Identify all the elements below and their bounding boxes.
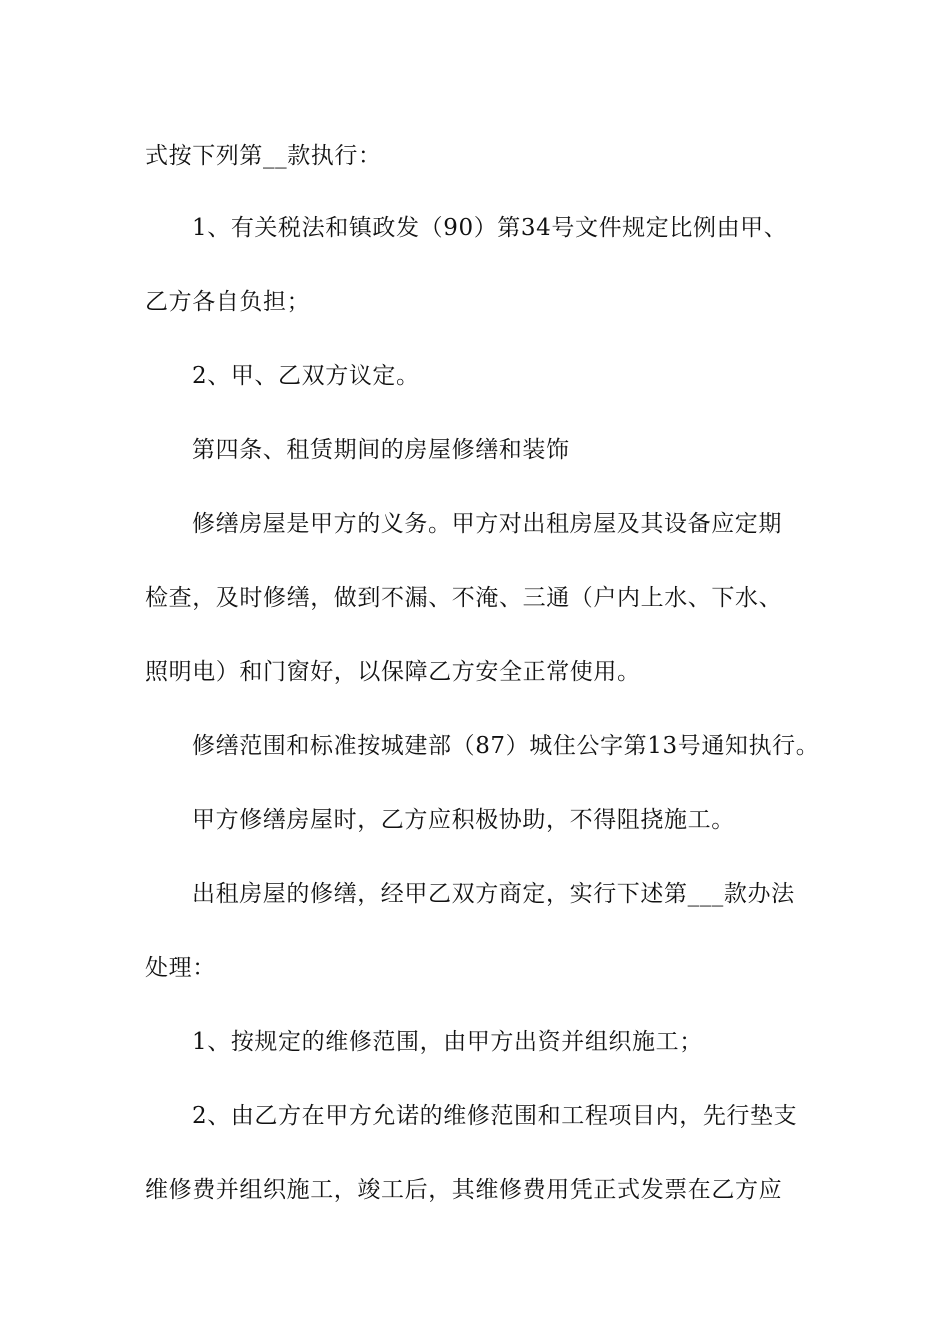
text-line: 照明电）和门窗好，以保障乙方安全正常使用。 bbox=[145, 659, 641, 685]
text-line: 出租房屋的修缮，经甲乙双方商定，实行下述第___款办法 bbox=[192, 881, 795, 907]
text-line: 乙方各自负担； bbox=[145, 289, 311, 315]
text-line: 甲方修缮房屋时，乙方应积极协助，不得阻挠施工。 bbox=[192, 807, 735, 833]
text-line: 维修费并组织施工，竣工后，其维修费用凭正式发票在乙方应 bbox=[145, 1177, 783, 1203]
text-line: 1、有关税法和镇政发（90）第34号文件规定比例由甲、 bbox=[192, 215, 788, 241]
text-line: 2、由乙方在甲方允诺的维修范围和工程项目内，先行垫支 bbox=[192, 1103, 798, 1129]
section-heading: 第四条、租赁期间的房屋修缮和装饰 bbox=[192, 437, 570, 463]
text-line: 处理： bbox=[145, 955, 216, 981]
text-line: 修缮范围和标准按城建部（87）城住公字第13号通知执行。 bbox=[192, 733, 820, 759]
text-line: 式按下列第__款执行： bbox=[145, 143, 382, 169]
text-line: 1、按规定的维修范围，由甲方出资并组织施工； bbox=[192, 1029, 703, 1055]
text-line: 检查，及时修缮，做到不漏、不淹、三通（户内上水、下水、 bbox=[145, 585, 783, 611]
text-line: 修缮房屋是甲方的义务。甲方对出租房屋及其设备应定期 bbox=[192, 511, 782, 537]
text-line: 2、甲、乙双方议定。 bbox=[192, 363, 420, 389]
